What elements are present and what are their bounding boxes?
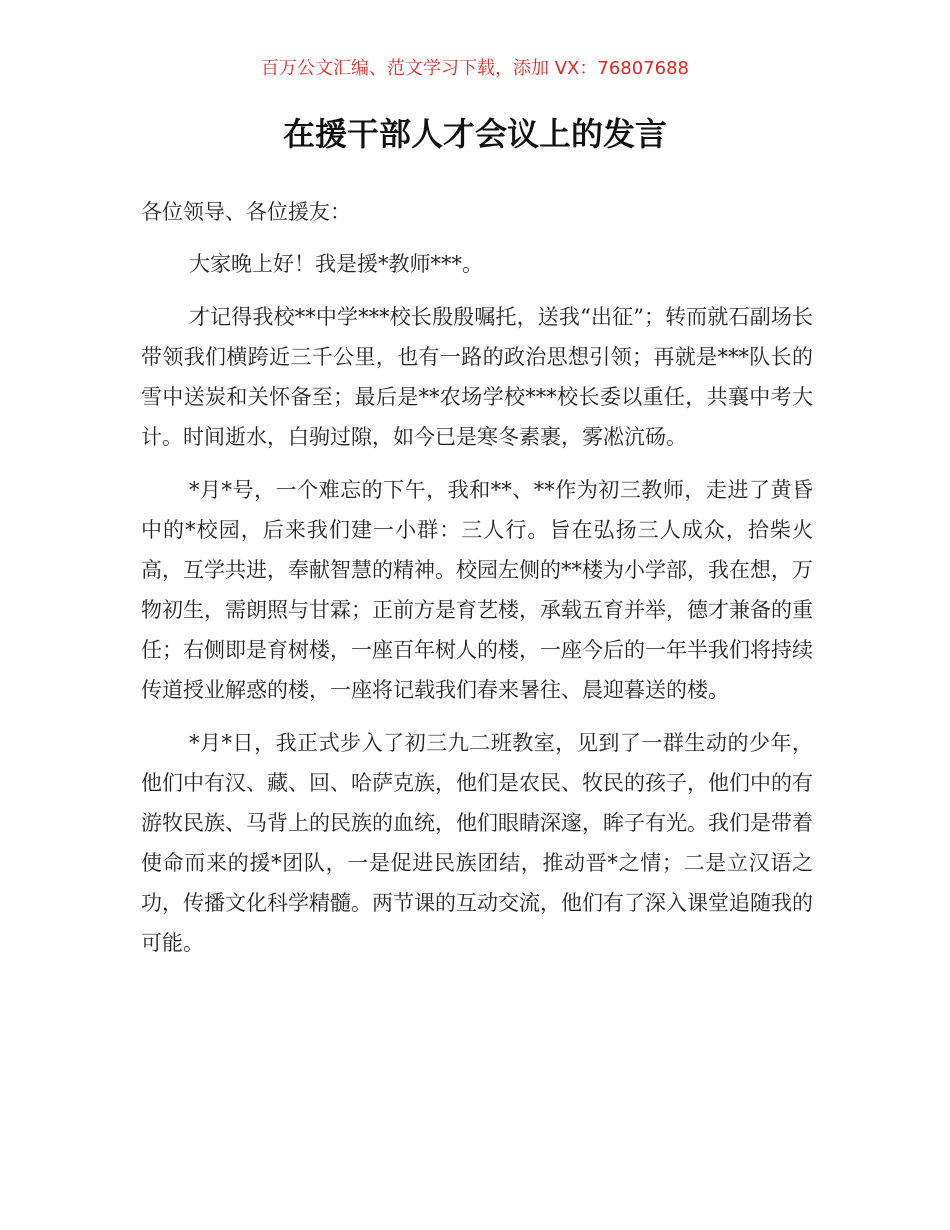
- document-body: [141, 192, 813, 963]
- page-title: 在援干部人才会议上的发言: [282, 115, 667, 153]
- paragraph-classroom: *月*日，我正式步入了初三九二班教室，见到了一群生动的少年，他们中有汉、藏、回、哈萨克族，他们是农民、牧民的孩子，他们中的有游牧民族、马背上的民族的血统，他们眼睛深邃，眸子有光。我们是带着使命而来的援*团队，一是促进民族团结，推动晋*之情；二是立汉语之功，传播文化科学精髓。两节课的互动交流，他们有了深入课堂追随我的可能。: [141, 731, 813, 955]
- paragraph-campus: *月*号，一个难忘的下午，我和**、**作为初三教师，走进了黄昏中的*校园，后来我们建一小群：三人行。旨在弘扬三人成众，拾柴火高，互学共进，奉献智慧的精神。校园左侧的**楼为小学部，我在想，万物初生，需朗照与甘霖；正前方是育艺楼，承载五育并举，德才兼备的重任；右侧即是育树楼，一座百年树人的楼，一座今后的一年半我们将持续传道授业解惑的楼，一座将记载我们春来暑往、晨迎暮送的楼。: [141, 478, 813, 702]
- promo-banner: 百万公文汇编、范文学习下载，添加 VX：76807688: [261, 58, 689, 79]
- salutation: 各位领导、各位援友：: [141, 200, 351, 224]
- paragraph-send-off: 才记得我校**中学***校长殷殷嘱托，送我“出征”；转而就石副场长带领我们横跨近三千公里，也有一路的政治思想引领；再就是***队长的雪中送炭和关怀备至；最后是**农场学校***校长委以重任，共襄中考大计。时间逝水，白驹过隙，如今已是寒冬素裹，雾凇沆砀。: [141, 305, 813, 449]
- paragraph-greeting: 大家晚上好！我是援*教师***。: [189, 252, 483, 276]
